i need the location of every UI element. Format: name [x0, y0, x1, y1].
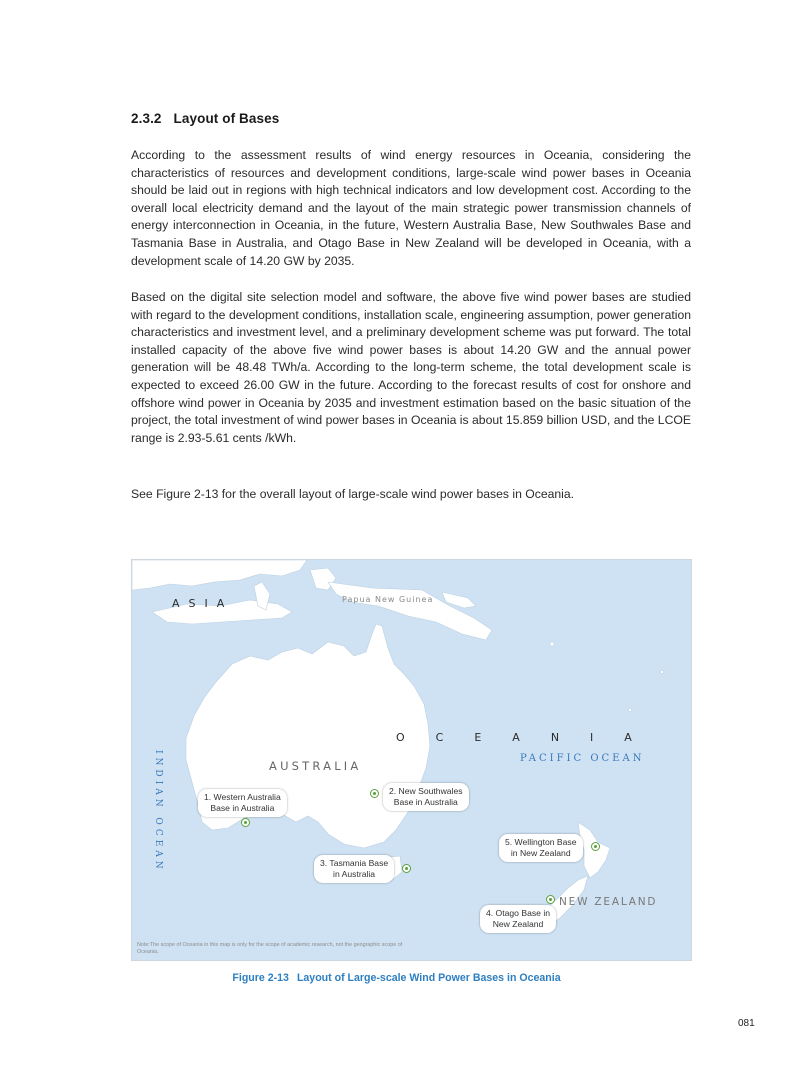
callout-line: in New Zealand — [510, 848, 571, 858]
section-number: 2.3.2 — [131, 111, 162, 126]
callout-otago-base — [480, 905, 556, 933]
callout-line: 5. Wellington Base — [505, 837, 577, 847]
label-oceania: OCEANIA — [396, 731, 663, 744]
landmass-asia — [132, 560, 307, 590]
label-papua-new-guinea: Papua New Guinea — [342, 595, 434, 604]
figure-title: Layout of Large-scale Wind Power Bases in Oceania — [296, 972, 561, 984]
wind-base-marker-icon — [241, 818, 250, 827]
paragraph-3: See Figure 2-13 for the overall layout of large-scale wind power bases in Oceania. — [131, 487, 575, 501]
callout-western-australia-base — [198, 789, 287, 817]
callout-line: in Australia — [333, 869, 376, 879]
wind-base-marker-icon — [591, 842, 600, 851]
callout-tasmania-base — [314, 855, 394, 883]
label-new-zealand: NEW ZEALAND — [559, 896, 658, 908]
landmass-island — [550, 642, 554, 646]
label-asia: ASIA — [172, 597, 234, 610]
callout-line: 3. Tasmania Base — [320, 858, 389, 868]
label-indian-ocean: INDIAN OCEAN — [153, 750, 163, 873]
wind-base-marker-icon — [370, 789, 379, 798]
figure-number: Figure 2-13 — [232, 972, 289, 984]
paragraph-1: According to the assessment results of wind energy resources in Oceania, considering the characteristics of resources and development conditions, large-scale wind power bases in Oceania should be laid out in regions with high technical indicators and low development cost. According to the overall local electricity demand and the layout of the main strategic power transmission channels of energy interconnection in Oceania, in the future, Western Australia Base, New Southwales Base and Tasmania Base in Australia, and Otago Base in New Zealand will be developed in Oceania, with a development scale of 14.20 GW by 2035. — [131, 148, 691, 268]
map-note: Note:The scope of Oceania in this map is only for the scope of academic research, not the geographic scope of Oceania. — [137, 942, 403, 955]
wind-base-marker-icon — [402, 864, 411, 873]
label-pacific-ocean: PACIFIC OCEAN — [520, 753, 645, 764]
callout-line: 4. Otago Base in — [486, 908, 551, 918]
callout-wellington-base — [499, 834, 583, 862]
page-number: 081 — [738, 1018, 755, 1029]
figure-caption — [0, 972, 793, 984]
paragraph-2: Based on the digital site selection model and software, the above five wind power bases are studied with regard to the development conditions, installation scale, engineering assumption, power generation characteristics and investment level, and a preliminary development scheme was put forward. The total installed capacity of the above five wind power bases is about 14.20 GW and the annual power generation will be 48.48 TWh/a. According to the long-term scheme, the total development scale is expected to exceed 26.00 GW in the future. According to the forecast results of cost for onshore and offshore wind power in Oceania by 2035 and investment estimation based on the basic situation of the project, the total investment of wind power bases in Oceania is about 15.859 billion USD, and the LCOE range is 2.93-5.61 cents /kWh. — [131, 290, 691, 445]
callout-new-southwales-base — [383, 783, 469, 811]
callout-line: Base in Australia — [210, 803, 275, 813]
oceania-map — [131, 559, 692, 961]
callout-line: New Zealand — [492, 919, 544, 929]
label-australia: AUSTRALIA — [269, 759, 362, 773]
landmass-papua — [328, 582, 492, 640]
callout-line: 1. Western Australia — [204, 792, 281, 802]
callout-line: 2. New Southwales — [389, 786, 463, 796]
landmass-island — [661, 671, 664, 674]
callout-line: Base in Australia — [393, 797, 458, 807]
section-heading — [131, 111, 279, 126]
section-title: Layout of Bases — [173, 111, 280, 126]
wind-base-marker-icon — [546, 895, 555, 904]
landmass-island — [629, 709, 632, 712]
